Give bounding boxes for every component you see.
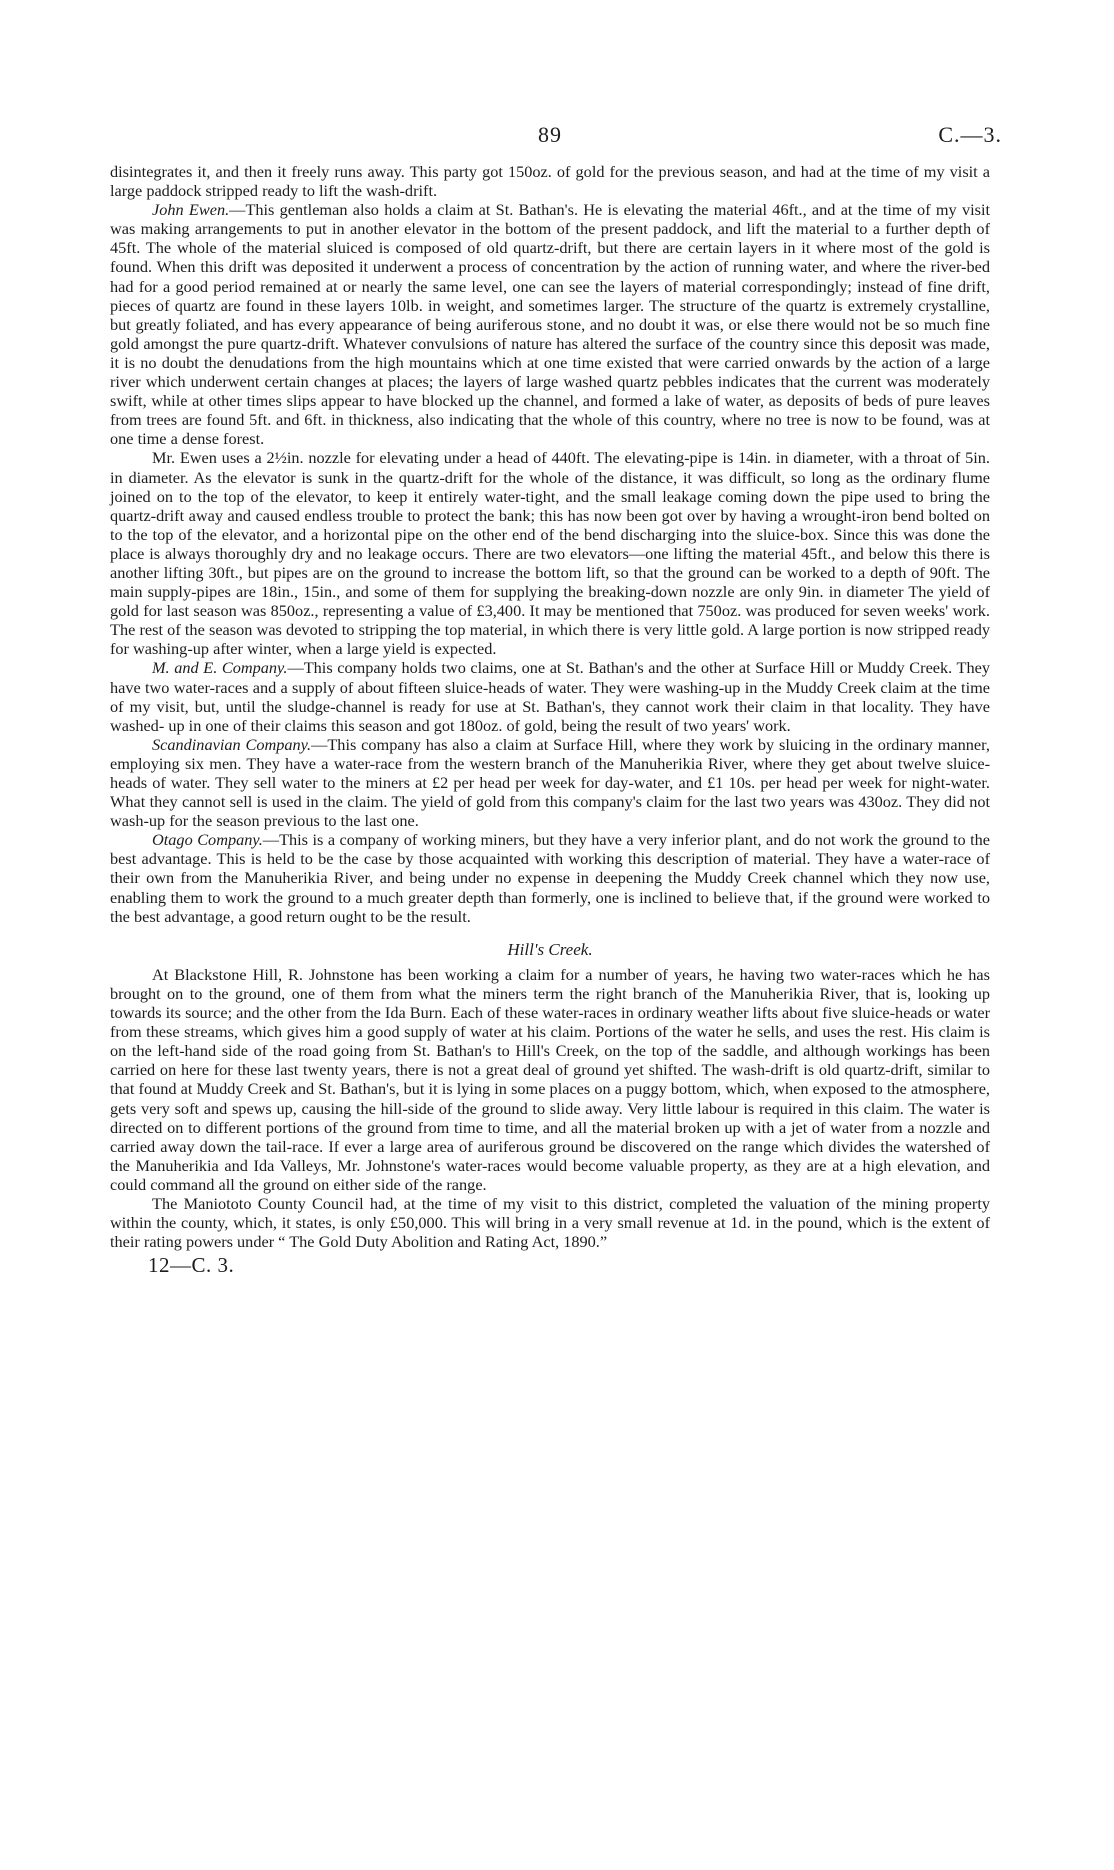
paragraph: The Maniototo County Council had, at the time of my visit to this district, completed the valuation of the mining property within the county, which, it states, is only £50,000. This will bring in a very small revenue at 1d. in the pound, which is the extent of their rating powers under “ The Gold Duty Abolition and Rating Act, 1890.” bbox=[110, 1193, 990, 1252]
footer-signature: 12—C. 3. bbox=[148, 1253, 235, 1278]
paragraph: Mr. Ewen uses a 2½in. nozzle for elevating under a head of 440ft. The elevating-pipe is 14in. in diameter, with a throat of 5in. in diameter. As the elevator is sunk in the quartz-drift for the whole of the distance, it was difficult, so long as the ordinary flume joined on to the top of the elevator, to keep it entirely water-tight, and the small leakage coming down the pipe used to bring the quartz-drift away and caused endless trouble to protect the bank; this has now been got over by having a wrought-iron bend bolted on to the top of the elevator, and a horizontal pipe on the other end of the bend discharging into the sluice-box. Since this was done the place is always thoroughly dry and no leakage occurs. There are two elevators—one lifting the material 45ft., and below this there is another lifting 30ft., but pipes are on the ground to increase the bottom lift, so that the ground can be worked to a depth of 90ft. The main supply-pipes are 18in., 15in., and some of them for supplying the breaking-down nozzle are only 9in. in diameter The yield of gold for last season was 850oz., representing a value of £3,400. It may be mentioned that 750oz. was produced for seven weeks' work. The rest of the season was devoted to stripping the top material, in which there is very little gold. A large portion is now stripped ready for washing-up after winter, when a large yield is expected. bbox=[110, 448, 990, 659]
paragraph: Scandinavian Company.—This company has also a claim at Surface Hill, where they work by sluicing in the ordinary manner, employing six men. They have a water-race from the western branch of the Manuherikia River, where they get about twelve sluice-heads of water. They sell water to the miners at £2 per head per week for day-water, and £1 10s. per head per week for night-water. What they cannot sell is used in the claim. The yield of gold from this company's claim for the last two years was 430oz. They did not wash-up for the season previous to the last one. bbox=[110, 734, 990, 831]
paragraph-lead: Otago Company. bbox=[152, 830, 263, 850]
paragraph: Otago Company.—This is a company of working miners, but they have a very inferior plant, and do not work the ground to the best advantage. This is held to be the case by those acquainted with working this description of material. They have a water-race of their own from the Manuherikia River, and being under no expense in deepening the Muddy Creek channel which they now use, enabling them to work the ground to a much greater depth than formerly, one is inclined to believe that, if the ground were worked to the best advantage, a good return ought to be the result. bbox=[110, 830, 990, 926]
paragraph-lead: M. and E. Company. bbox=[152, 658, 288, 678]
paragraph: John Ewen.—This gentleman also holds a claim at St. Bathan's. He is elevating the material 46ft., and at the time of my visit was making arrangements to put in another elevator in the bottom of the present paddock, and lift the material to a further depth of 45ft. The whole of the material sluiced is composed of old quartz-drift, but there are certain layers in it where most of the gold is found. When this drift was deposited it underwent a process of concentration by the action of running water, and where the river-bed had for a good period remained at or nearly the same level, one can see the layers of material correspondingly; instead of fine drift, pieces of quartz are found in these layers 10lb. in weight, and sometimes larger. The structure of the quartz is extremely crystalline, but greatly foliated, and has every appearance of being auriferous stone, and no doubt it was, or else there would not be so much fine gold amongst the pure quartz-drift. Whatever convulsions of nature has altered the surface of the country since this deposit was made, it is no doubt the denudations from the high mountains which at one time existed that were carried onwards by the action of a large river which underwent certain changes at places; the layers of large washed quartz pebbles indicates that the current was moderately swift, while at other times slips appear to have blocked up the channel, and formed a lake of water, as deposits of beds of pure leaves from trees are found 5ft. and 6ft. in thickness, also indicating that the whole of this country, where no tree is now to be found, was at one time a dense forest. bbox=[110, 200, 990, 449]
document-code: C.—3. bbox=[938, 122, 1002, 147]
article-body bbox=[110, 162, 990, 1251]
paragraph-lead: Scandinavian Company. bbox=[152, 734, 312, 754]
page-number: 89 bbox=[538, 122, 562, 147]
document-page bbox=[110, 116, 1002, 1278]
paragraph: M. and E. Company.—This company holds two claims, one at St. Bathan's and the other at Surface Hill or Muddy Creek. They have two water-races and a supply of about fifteen sluice-heads of water. They were washing-up in the Muddy Creek claim at the time of my visit, but, until the sludge-channel is ready for use at St. Bathan's, they cannot work their claim in that locality. They have washed- up in one of their claims this season and got 180oz. of gold, being the result of two years' work. bbox=[110, 658, 990, 735]
paragraph: disintegrates it, and then it freely runs away. This party got 150oz. of gold for the previous season, and had at the time of my visit a large paddock stripped ready to lift the wash-drift. bbox=[110, 162, 990, 201]
page-header bbox=[110, 116, 1002, 152]
paragraph: At Blackstone Hill, R. Johnstone has been working a claim for a number of years, he having two water-races which he has brought on to the ground, one of them from what the miners term the right branch of the Manuherikia River, that is, looking up towards its source; and the other from the Ida Burn. Each of these water-races in ordinary weather lifts about five sluice-heads or water from these streams, which gives him a good supply of water at his claim. Portions of the water he sells, and uses the rest. His claim is on the left-hand side of the road going from St. Bathan's to Hill's Creek, on the top of the saddle, and although workings has been carried on here for these last twenty years, there is not a great deal of ground yet shifted. The wash-drift is old quartz-drift, similar to that found at Muddy Creek and St. Bathan's, but it is lying in some places on a puggy bottom, which, when exposed to the atmosphere, gets very soft and spews up, causing the hill-side of the ground to slide away. Very little labour is required in this claim. The water is directed on to different portions of the ground from time to time, and all the material broken up with a jet of water from a nozzle and carried away down the tail-race. If ever a large area of auriferous ground be discovered on the range which divides the watershed of the Manuherikia and Ida Valleys, Mr. Johnstone's water-races would become valuable property, as they are at a high elevation, and could command all the ground on either side of the range. bbox=[110, 964, 990, 1194]
paragraph-lead: John Ewen. bbox=[152, 200, 230, 220]
section-heading: Hill's Creek. bbox=[507, 939, 593, 959]
